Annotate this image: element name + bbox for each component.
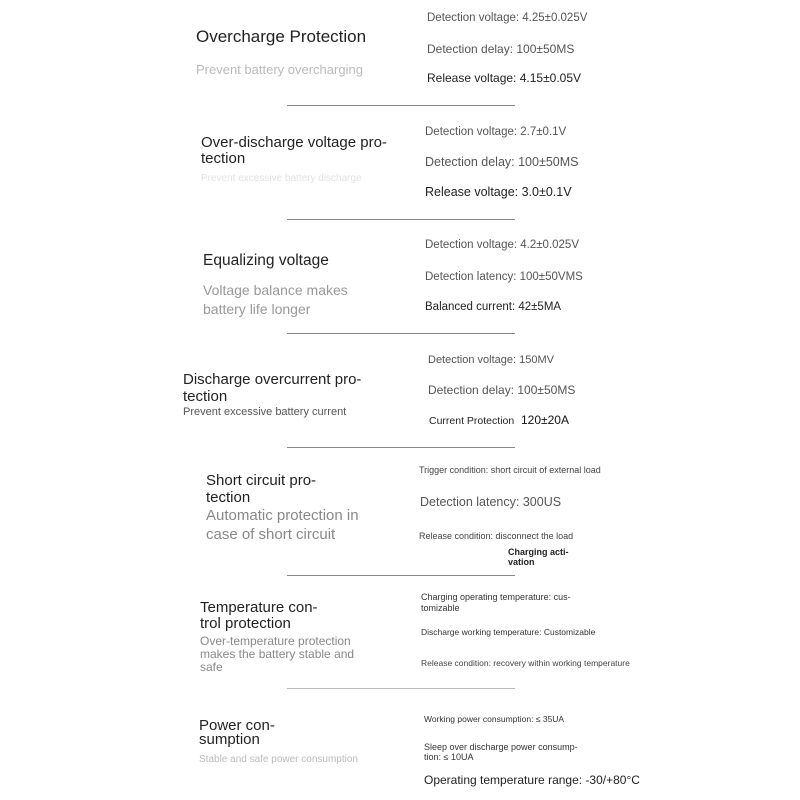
short-circuit-title [206,472,316,506]
title-line: Discharge overcurrent pro- [183,371,362,388]
subtitle-line: battery life longer [203,301,311,317]
subtitle-line: Automatic protection in [206,507,359,524]
overcurrent-subtitle: Prevent excessive battery current [183,406,347,418]
equalizing-title: Equalizing voltage [203,252,329,269]
overcharge-spec: Detection voltage: 4.25±0.025V [427,12,588,24]
spec-line: Sleep over discharge power consump- [424,742,578,752]
overcurrent-spec: Current Protection [429,415,515,427]
power-spec: Operating temperature range: -30/+80°C [424,773,640,787]
divider [287,219,515,220]
title-line: Over-discharge voltage pro- [201,134,387,151]
subtitle-line: safe [200,660,223,674]
over-discharge-spec: Release voltage: 3.0±0.1V [425,185,572,199]
divider [287,333,515,334]
spec-line: tomizable [421,603,460,613]
equalizing-spec: Detection latency: 100±50VMS [425,271,583,283]
temperature-subtitle [200,635,354,674]
temperature-title [200,600,318,632]
overcurrent-spec: Detection voltage: 150MV [428,354,554,366]
overcharge-spec: Release voltage: 4.15±0.05V [427,71,582,85]
divider [287,688,515,689]
overcurrent-spec: Detection delay: 100±50MS [428,383,576,397]
title-line: Short circuit pro- [206,472,317,489]
overcharge-title: Overcharge Protection [196,27,367,46]
short-circuit-subtitle [206,506,359,544]
spec-line: Charging operating temperature: cus- [421,592,571,602]
overcurrent-value: 120±20A [521,413,569,427]
divider [287,575,515,576]
subtitle-line: Over-temperature protection [200,634,351,648]
power-spec [424,742,578,762]
equalizing-subtitle [203,281,348,319]
over-discharge-spec: Detection voltage: 2.7±0.1V [425,126,567,138]
power-subtitle: Stable and safe power consumption [199,754,358,765]
short-circuit-spec: Trigger condition: short circuit of external load [419,465,601,475]
label-line: Charging acti- [508,547,569,557]
subtitle-line: Voltage balance makes [203,282,348,298]
title-line: Temperature con- [200,599,318,616]
short-circuit-spec: Detection latency: 300US [420,495,562,509]
temperature-spec: Release condition: recovery within working temperature [421,658,630,668]
equalizing-spec: Detection voltage: 4.2±0.025V [425,239,579,251]
temperature-spec: Discharge working temperature: Customizable [421,627,596,637]
label-line: vation [508,557,535,567]
subtitle-line: makes the battery stable and [200,647,355,661]
title-line: Power con- [199,717,275,734]
title-line: sumption [199,731,260,748]
overcurrent-title [183,371,361,405]
overcharge-spec: Detection delay: 100±50MS [427,42,575,56]
power-title [199,719,275,747]
short-circuit-spec: Release condition: disconnect the load [419,531,574,541]
equalizing-spec: Balanced current: 42±5MA [425,301,562,313]
spec-line: tion: ≤ 10UA [424,752,474,762]
subtitle-line: case of short circuit [206,526,336,543]
temperature-spec [421,592,571,614]
divider [287,105,515,106]
overcharge-subtitle: Prevent battery overcharging [196,62,363,77]
title-line: tection [201,150,246,167]
over-discharge-spec: Detection delay: 100±50MS [425,155,579,169]
title-line: trol protection [200,615,291,632]
over-discharge-title [201,135,387,167]
title-line: tection [206,489,251,506]
divider [287,447,515,448]
power-spec: Working power consumption: ≤ 35UA [424,714,565,724]
charging-activation-label [508,547,569,567]
title-line: tection [183,388,228,405]
over-discharge-subtitle: Prevent excessive battery discharge [201,173,362,184]
